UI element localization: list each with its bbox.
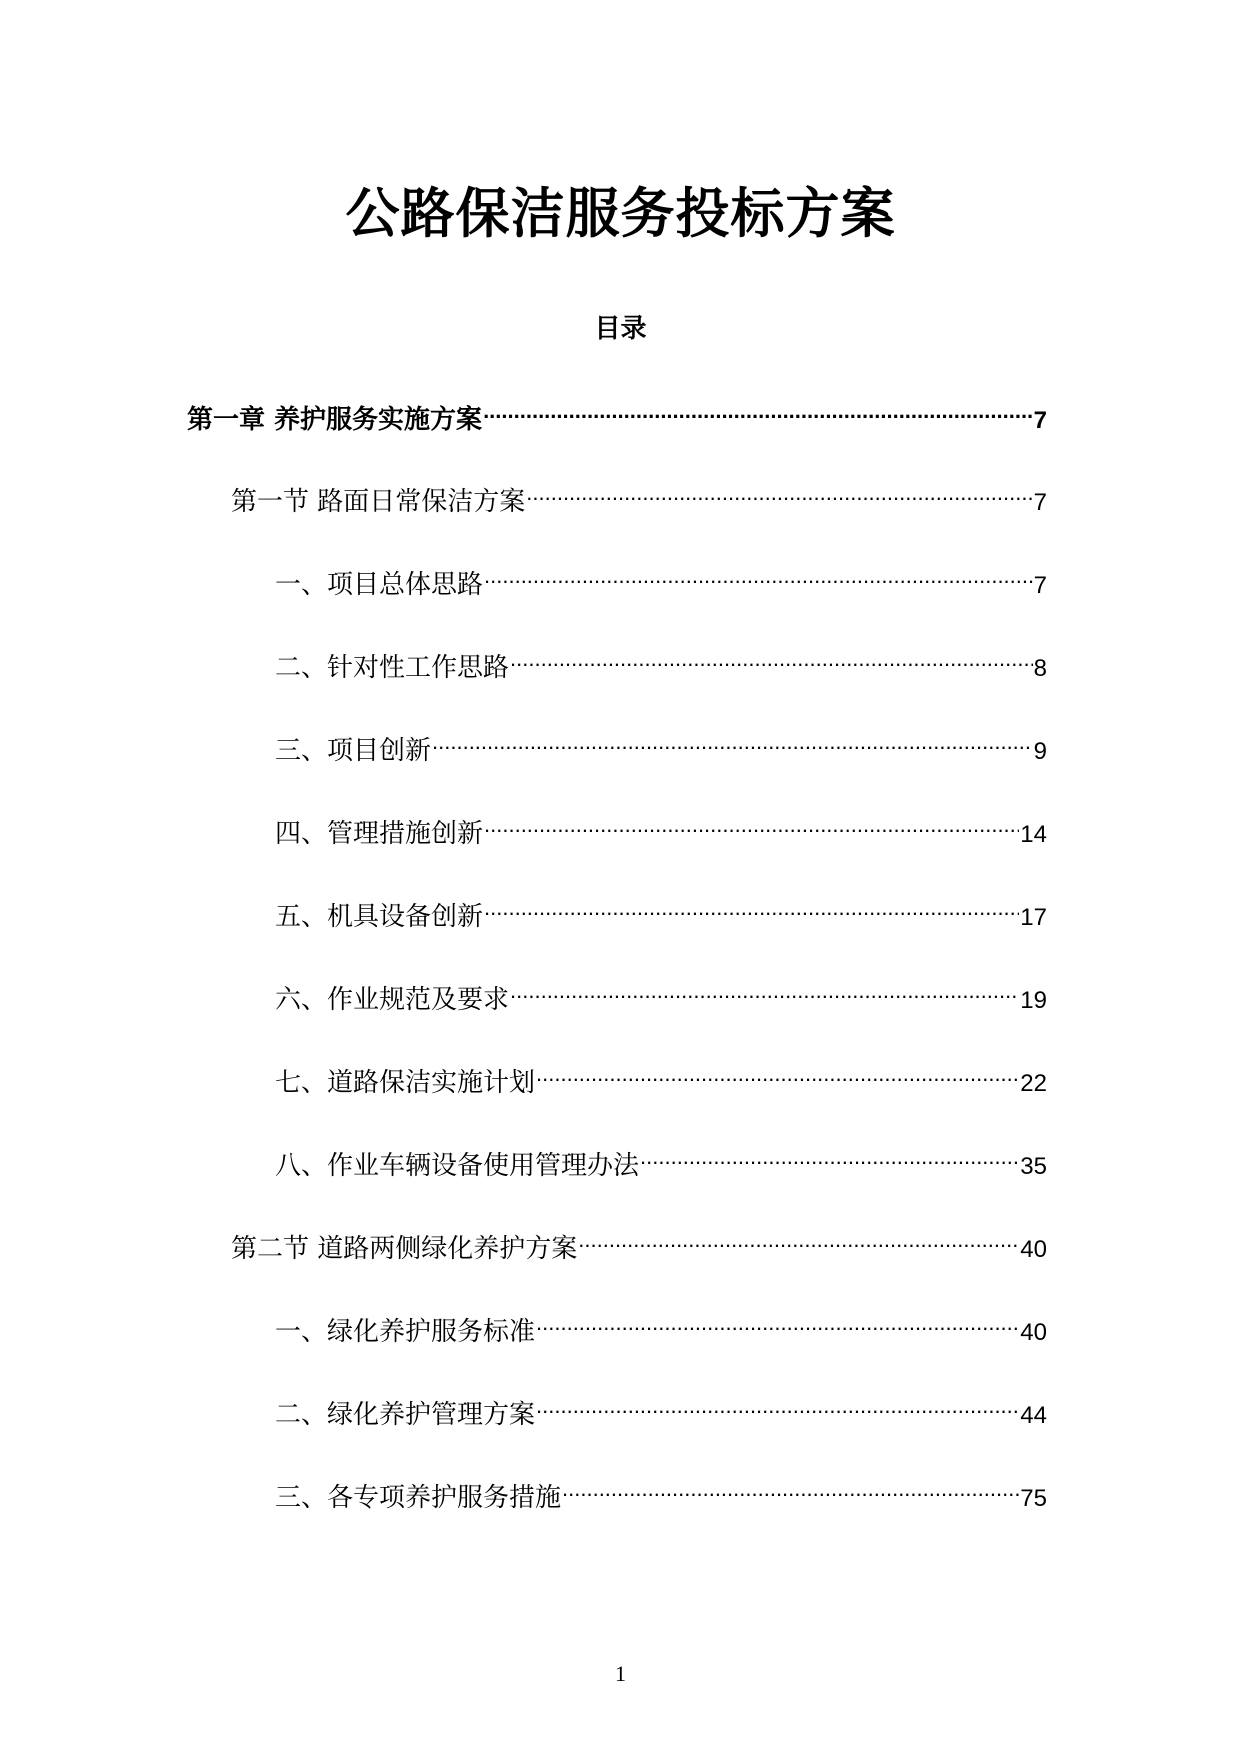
toc-leader-dots bbox=[432, 723, 1033, 759]
toc-entry-label: 四、管理措施创新 bbox=[275, 819, 484, 849]
toc-leader-dots bbox=[484, 889, 1019, 925]
toc-entry-label: 二、绿化养护管理方案 bbox=[275, 1400, 536, 1430]
toc-entry-label: 八、作业车辆设备使用管理办法 bbox=[275, 1151, 640, 1181]
toc-entry-page: 75 bbox=[1020, 1485, 1047, 1512]
toc-entry-page: 14 bbox=[1020, 821, 1047, 848]
toc-leader-dots bbox=[640, 1138, 1019, 1174]
toc-entry-page: 17 bbox=[1020, 904, 1047, 931]
toc-entry[interactable] bbox=[275, 1470, 1047, 1517]
toc-entry[interactable] bbox=[275, 1138, 1047, 1185]
toc-leader-dots bbox=[510, 972, 1019, 1008]
toc-entry-label: 三、各专项养护服务措施 bbox=[275, 1483, 562, 1513]
toc-entry-label: 二、针对性工作思路 bbox=[275, 653, 510, 683]
toc-leader-dots bbox=[578, 1221, 1019, 1257]
toc-heading: 目录 bbox=[594, 314, 647, 344]
toc-entry-page: 9 bbox=[1033, 738, 1047, 765]
toc-entry-label: 第二节 道路两侧绿化养护方案 bbox=[231, 1234, 578, 1264]
toc-entry[interactable] bbox=[275, 972, 1047, 1019]
toc-entry[interactable] bbox=[275, 1304, 1047, 1351]
toc-leader-dots bbox=[536, 1304, 1019, 1340]
toc-entry-page: 8 bbox=[1033, 655, 1047, 682]
toc-leader-dots bbox=[484, 557, 1033, 593]
toc-entry[interactable] bbox=[275, 889, 1047, 936]
toc-leader-dots bbox=[562, 1470, 1019, 1506]
toc-entry-page: 22 bbox=[1020, 1070, 1047, 1097]
toc-entry-page: 7 bbox=[1033, 489, 1047, 516]
toc-entry[interactable] bbox=[275, 806, 1047, 853]
toc-entry[interactable] bbox=[231, 474, 1047, 521]
toc-entry[interactable] bbox=[275, 557, 1047, 604]
toc-leader-dots bbox=[526, 474, 1032, 510]
toc-entry[interactable] bbox=[275, 723, 1047, 770]
toc-leader-dots bbox=[536, 1055, 1019, 1091]
toc-entry[interactable] bbox=[275, 1055, 1047, 1102]
toc-entry-label: 七、道路保洁实施计划 bbox=[275, 1068, 536, 1098]
toc-entry-page: 19 bbox=[1020, 987, 1047, 1014]
toc-leader-dots bbox=[536, 1387, 1019, 1423]
toc-entry-label: 五、机具设备创新 bbox=[275, 902, 484, 932]
toc-entry-label: 三、项目创新 bbox=[275, 736, 432, 766]
toc-entry-page: 44 bbox=[1020, 1402, 1047, 1429]
toc-entry-page: 7 bbox=[1033, 407, 1047, 434]
toc-entry[interactable] bbox=[231, 1221, 1047, 1268]
toc-entry-page: 40 bbox=[1020, 1319, 1047, 1346]
toc-leader-dots bbox=[510, 640, 1033, 676]
toc-entry[interactable] bbox=[275, 1387, 1047, 1434]
toc-entry-page: 7 bbox=[1033, 572, 1047, 599]
toc-entry-label: 六、作业规范及要求 bbox=[275, 985, 510, 1015]
toc-entry[interactable] bbox=[187, 392, 1047, 439]
toc-leader-dots bbox=[484, 806, 1019, 842]
toc-entry-label: 第一章 养护服务实施方案 bbox=[187, 405, 483, 435]
toc-entry-label: 第一节 路面日常保洁方案 bbox=[231, 487, 526, 517]
page-number: 1 bbox=[615, 1661, 626, 1686]
toc-entry-page: 40 bbox=[1020, 1236, 1047, 1263]
document-title: 公路保洁服务投标方案 bbox=[345, 182, 896, 245]
toc-entry-label: 一、绿化养护服务标准 bbox=[275, 1317, 536, 1347]
toc-leader-dots bbox=[483, 392, 1033, 428]
toc-entry[interactable] bbox=[275, 640, 1047, 687]
toc-entry-label: 一、项目总体思路 bbox=[275, 570, 484, 600]
toc-entry-page: 35 bbox=[1020, 1153, 1047, 1180]
